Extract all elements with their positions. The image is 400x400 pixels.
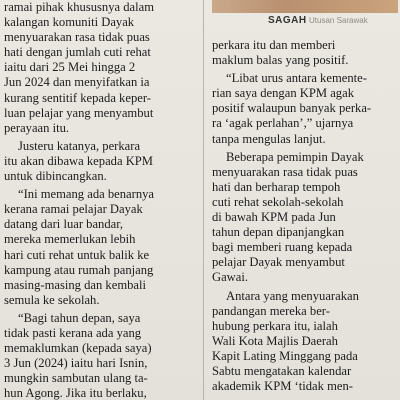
text-line: Antara yang menyuarakan (226, 288, 359, 303)
text-line: cuti rehat sekolah-sekolah (212, 194, 344, 209)
paragraph (4, 0, 196, 136)
text-line: mereka memerlukan lebih (4, 232, 136, 247)
text-line: iaitu dari 25 Mei hingga 2 (4, 60, 136, 75)
text-line: kampung atau rumah panjang (4, 262, 154, 277)
text-line: masing-masing dan kembali (4, 277, 146, 292)
text-line: kurang sentitif kepada keper- (4, 90, 151, 105)
text-line: hari cuti rehat untuk balik ke (4, 247, 150, 262)
text-line: hati dan berharap tempoh (212, 179, 341, 194)
text-line: Kapit Lating Minggang pada (212, 348, 358, 363)
article-photo (212, 0, 398, 13)
paragraph (212, 150, 398, 286)
text-line: maklum balas yang positif. (212, 53, 349, 68)
text-line: menyuarakan rasa tidak puas (4, 30, 150, 45)
text-line: tanpa mengulas lanjut. (212, 131, 326, 146)
text-line: untuk dibincangkan. (4, 169, 107, 184)
text-line: ra ‘agak perlahan’,” ujarnya (212, 116, 354, 131)
text-line: kerana ramai pelajar Dayak (4, 202, 143, 217)
photo-credit: SAGAH (268, 15, 307, 26)
text-line: luan pelajar yang menyambut (4, 105, 154, 120)
text-line: hun Agong. Jika itu berlaku, (4, 386, 147, 400)
text-line: 3 Jun (2024) iaitu hari Isnin, (4, 356, 148, 371)
text-line: hati dengan jumlah cuti rehat (4, 45, 151, 60)
text-line: ramai pihak khususnya dalam (4, 0, 155, 14)
text-line: di bawah KPM pada Jun (212, 210, 336, 225)
article-column-right (212, 38, 398, 400)
text-line: Sabtu mengatakan kalendar (212, 363, 352, 378)
text-line: tidak pasti kerana ada yang (4, 325, 142, 340)
text-line: datang dari luar bandar, (4, 217, 124, 232)
text-line: rian saya dengan KPM agak (212, 86, 354, 101)
text-line: Wali Kota Majlis Daerah (212, 333, 338, 348)
text-line: mungkin sambutan ulang ta- (4, 371, 148, 386)
photo-credit-faint: Utusan Sarawak (309, 16, 368, 25)
paragraph (4, 187, 196, 308)
text-line: akademik KPM ‘tidak men- (212, 379, 353, 394)
paragraph (212, 289, 398, 395)
article-column-left (4, 0, 196, 400)
paragraph (4, 139, 196, 184)
paragraph (4, 311, 196, 400)
text-line: “Ini memang ada benarnya (18, 187, 155, 202)
text-line: memaklumkan (kepada saya) (4, 341, 152, 356)
text-line: tahun depan dipanjangkan (212, 225, 345, 240)
text-line: semula ke sekolah. (4, 292, 100, 307)
text-line: menyuarakan rasa tidak puas (212, 164, 358, 179)
text-line: pandangan mereka ber- (212, 303, 330, 318)
text-line: positif walaupun banyak perka- (212, 101, 372, 116)
paragraph (212, 38, 398, 68)
text-line: perayaan itu. (4, 120, 70, 135)
paragraph (212, 71, 398, 146)
text-line: bagi memberi ruang kepada (212, 240, 353, 255)
text-line: Beberapa pemimpin Dayak (226, 149, 364, 164)
text-line: “Libat urus antara kemente- (226, 71, 367, 86)
text-line: “Bagi tahun depan, saya (18, 310, 141, 325)
text-line: itu akan dibawa kepada KPM (4, 153, 153, 168)
text-line: perkara itu dan memberi (212, 38, 336, 52)
text-line: kalangan komuniti Dayak (4, 15, 135, 30)
text-line: Gawai. (212, 270, 249, 285)
text-line: hubung perkara itu, ialah (212, 318, 338, 333)
text-line: Jun 2024 dan menyifatkan ia (4, 75, 150, 90)
column-divider (203, 0, 204, 400)
text-line: pelajar Dayak menyambut (212, 255, 345, 270)
text-line: Justeru katanya, perkara (18, 138, 141, 153)
